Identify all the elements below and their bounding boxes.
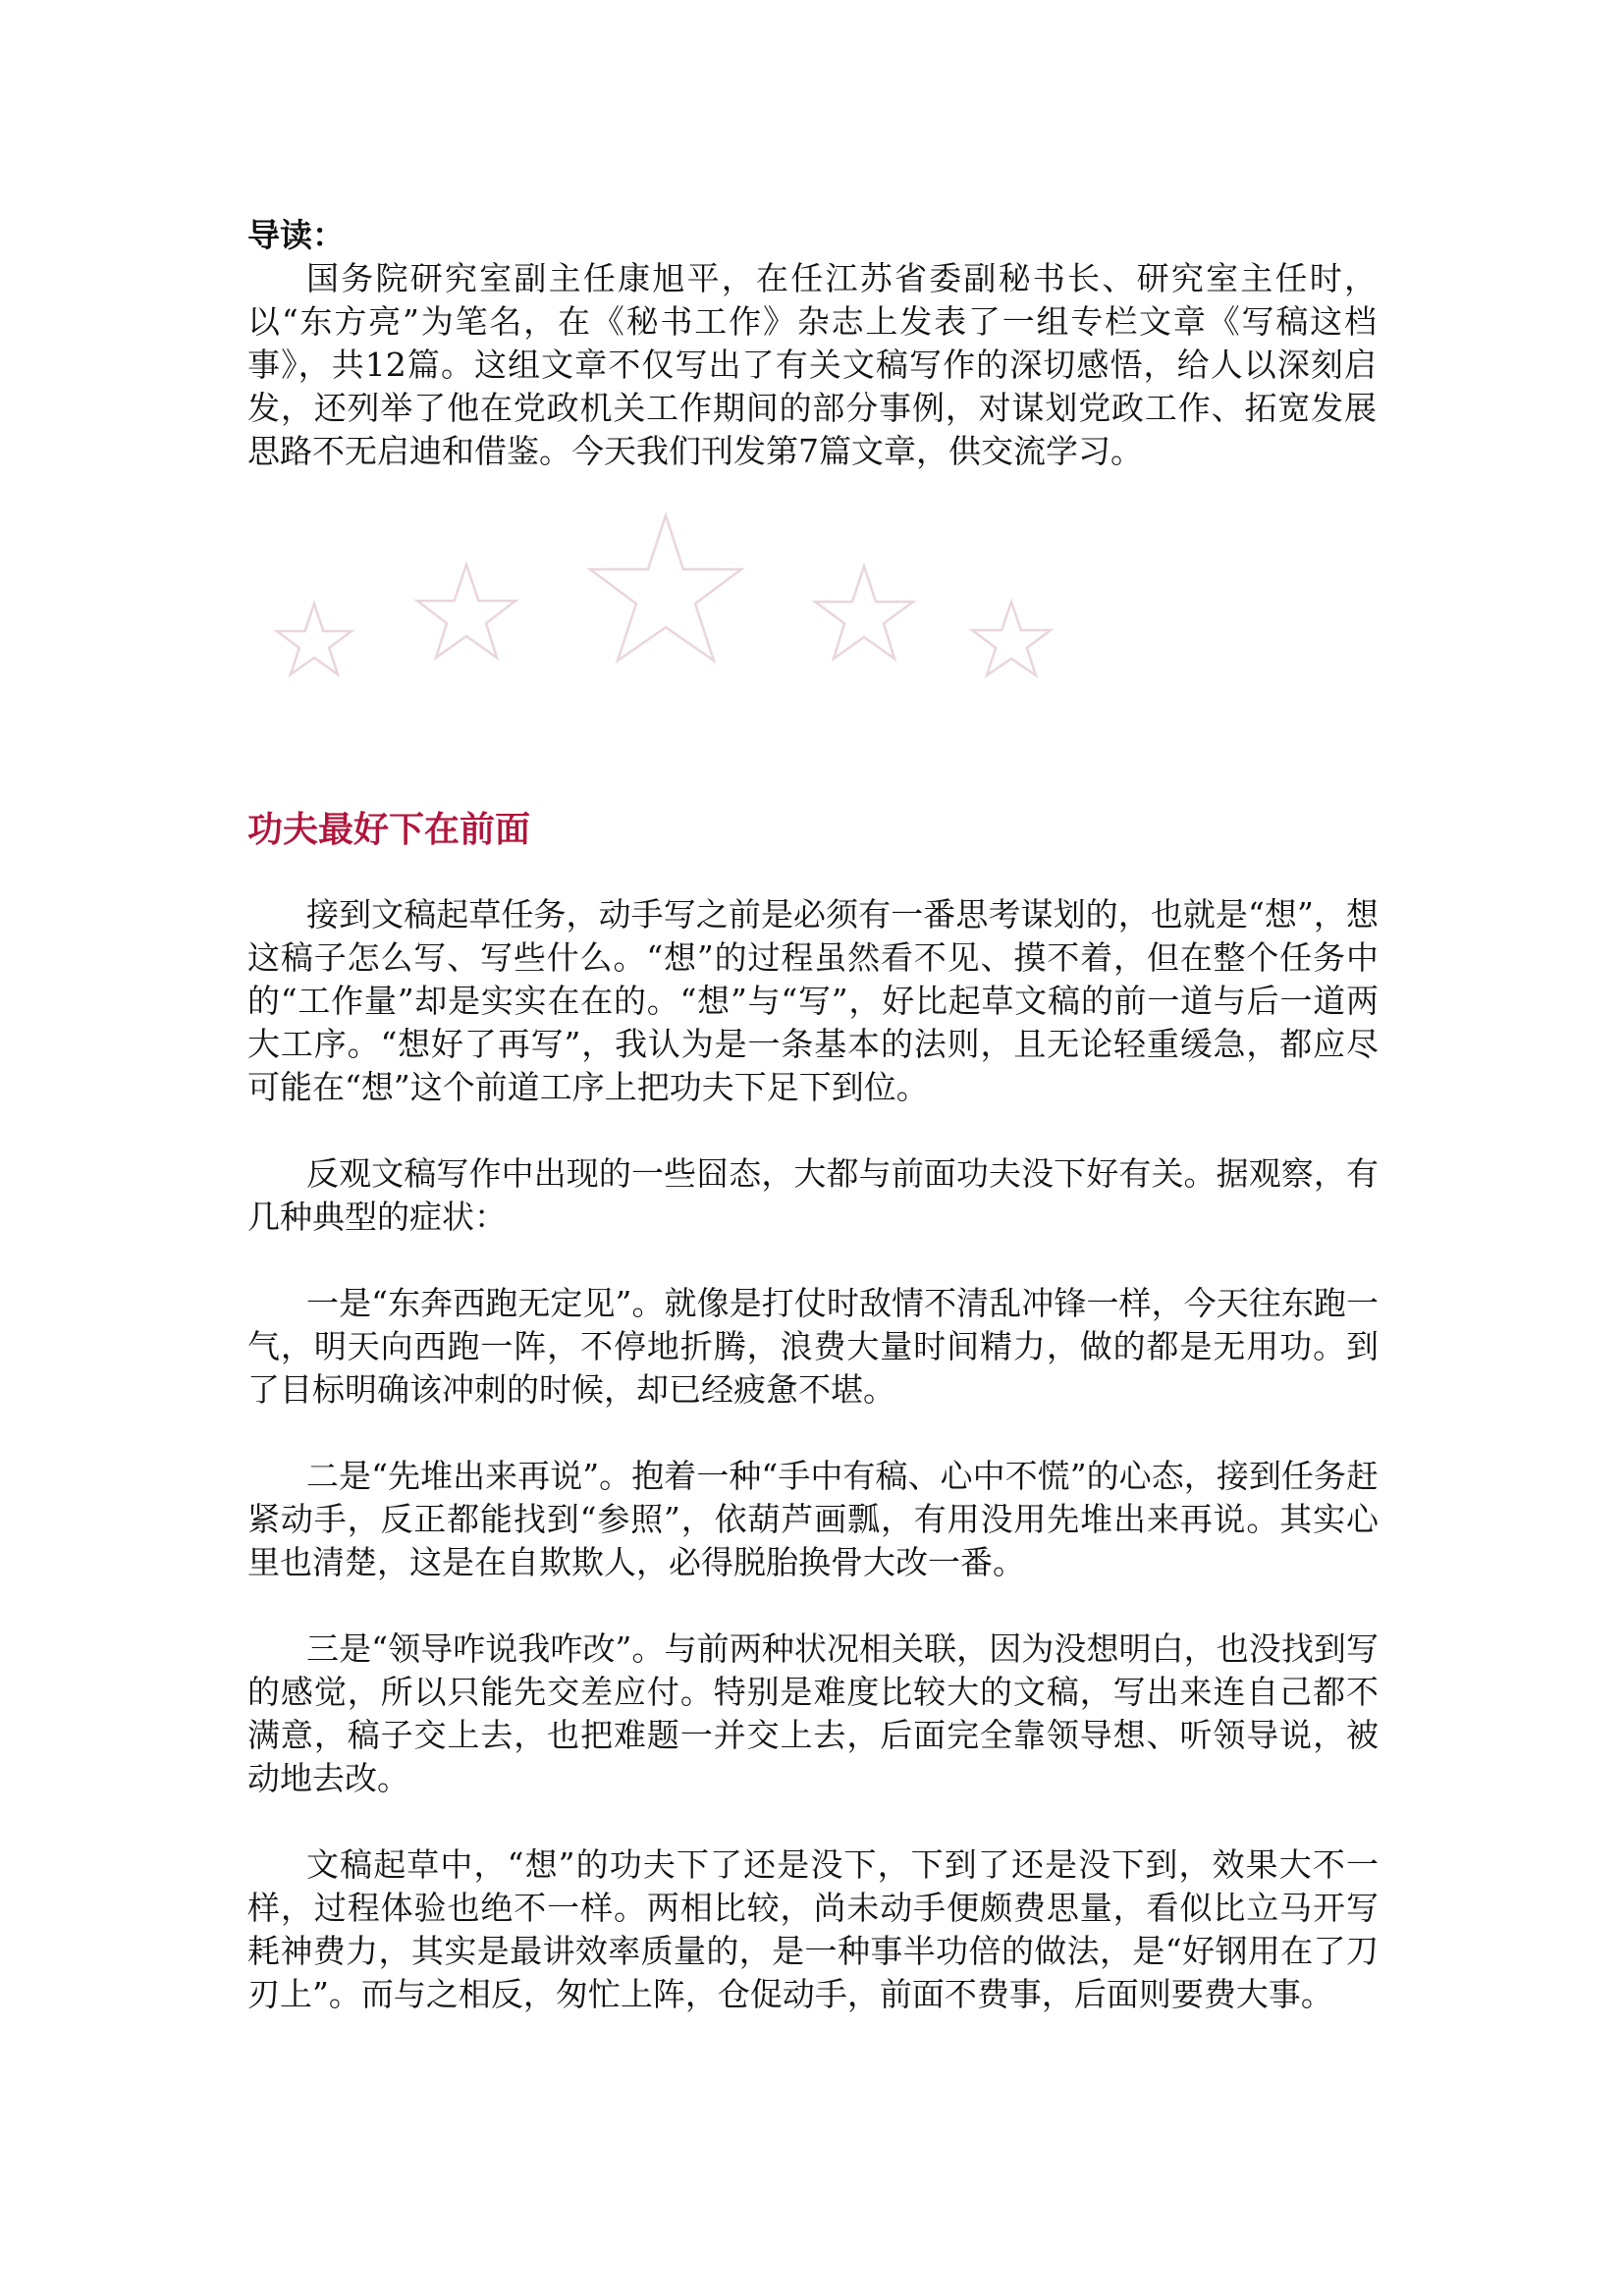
article-body (247, 893, 1379, 2059)
body-paragraph: 一是“东奔西跑无定见”。就像是打仗时敌情不清乱冲锋一样，今天往东跑一气，明天向西跑一阵，不停地折腾，浪费大量时间精力，做的都是无用功。到了目标明确该冲刺的时候，却已经疲惫不堪。 (247, 1284, 1379, 1409)
star-icon (815, 566, 913, 659)
star-icon (417, 564, 515, 658)
decorative-stars (245, 506, 1080, 697)
star-icon (590, 515, 741, 661)
intro-paragraph: 国务院研究室副主任康旭平，在任江苏省委副秘书长、研究室主任时，以“东方亮”为笔名，在《秘书工作》杂志上发表了一组专栏文章《写稿这档事》，共12篇。这组文章不仅写出了有关文稿写作的深切感悟，给人以深刻启发，还列举了他在党政机关工作期间的部分事例，对谋划党政工作、拓宽发展思路不无启迪和借鉴。今天我们刊发第7篇文章，供交流学习。 (247, 259, 1377, 470)
body-paragraph: 文稿起草中，“想”的功夫下了还是没下，下到了还是没下到，效果大不一样，过程体验也绝不一样。两相比较，尚未动手便颇费思量，看似比立马开写耗神费力，其实是最讲效率质量的，是一种事半功倍的做法，是“好钢用在了刀刃上”。而与之相反，匆忙上阵，仓促动手，前面不费事，后面则要费大事。 (247, 1845, 1379, 2013)
body-paragraph: 接到文稿起草任务，动手写之前是必须有一番思考谋划的，也就是“想”，想这稿子怎么写、写些什么。“想”的过程虽然看不见、摸不着，但在整个任务中的“工作量”却是实实在在的。“想”与“写”，好比起草文稿的前一道与后一道两大工序。“想好了再写”，我认为是一条基本的法则，且无论轻重缓急，都应尽可能在“想”这个前道工序上把功夫下足下到位。 (247, 895, 1379, 1106)
star-icon (277, 604, 352, 674)
star-icon (972, 602, 1051, 675)
body-paragraph: 三是“领导咋说我咋改”。与前两种状况相关联，因为没想明白，也没找到写的感觉，所以只能先交差应付。特别是难度比较大的文稿，写出来连自己都不满意，稿子交上去，也把难题一并交上去，后面完全靠领导想、听领导说，被动地去改。 (247, 1629, 1379, 1797)
intro-heading: 导读： (247, 216, 345, 254)
body-paragraph: 反观文稿写作中出现的一些囧态，大都与前面功夫没下好有关。据观察，有几种典型的症状： (247, 1154, 1379, 1236)
body-paragraph: 二是“先堆出来再说”。抱着一种“手中有稿、心中不慌”的心态，接到任务赶紧动手，反正都能找到“参照”，依葫芦画瓢，有用没用先堆出来再说。其实心里也清楚，这是在自欺欺人，必得脱胎换骨大改一番。 (247, 1457, 1379, 1581)
section-title: 功夫最好下在前面 (247, 809, 531, 850)
